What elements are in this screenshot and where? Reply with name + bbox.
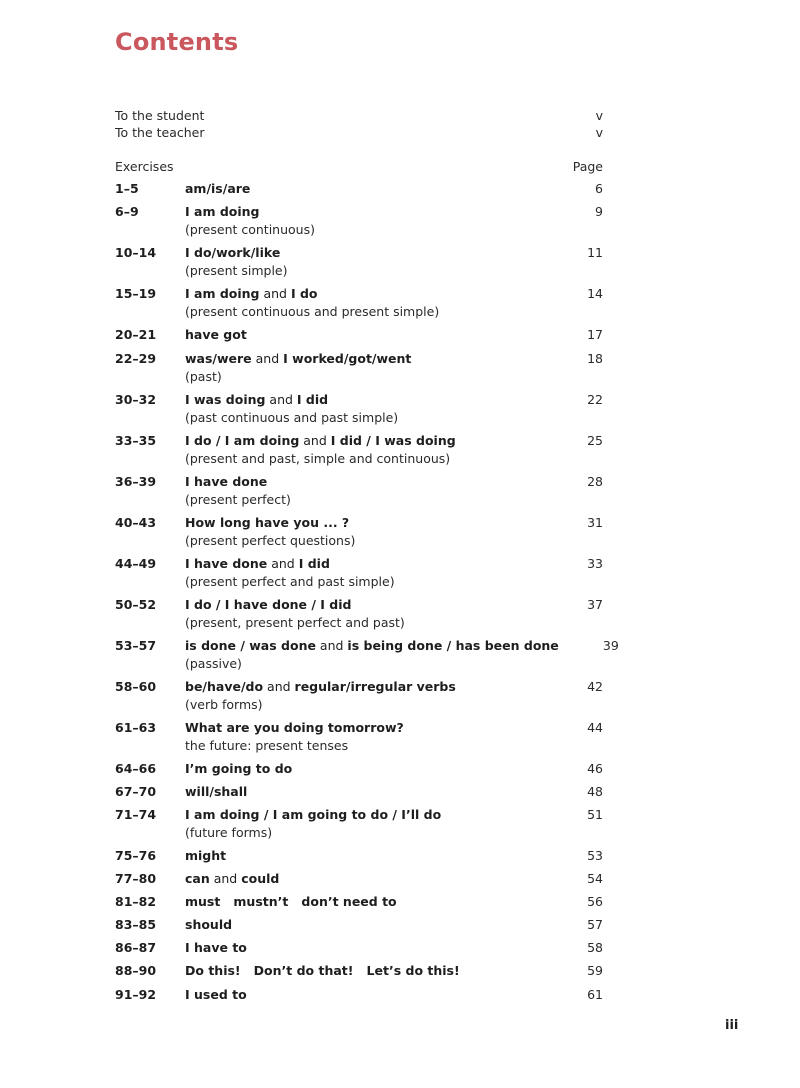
exercise-range: 10–14 <box>115 245 157 260</box>
toc-entry[interactable] <box>115 939 603 957</box>
toc-entry[interactable] <box>115 244 603 279</box>
entry-topic: I was doing and I did <box>185 392 329 407</box>
toc-entry[interactable] <box>115 285 603 320</box>
entry-subtitle: (present simple) <box>185 262 288 278</box>
toc-entry[interactable] <box>115 760 603 778</box>
page-header: Page <box>572 159 603 174</box>
toc-entry[interactable] <box>115 847 603 865</box>
exercises-header: Exercises <box>115 159 174 174</box>
entry-body <box>185 244 543 279</box>
entry-subtitle: (present and past, simple and continuous) <box>185 450 451 466</box>
page-title: Contents <box>115 28 239 56</box>
entry-page: 44 <box>587 720 603 735</box>
entry-subtitle: (present continuous) <box>185 221 315 237</box>
entry-topic: I do / I am doing and I did / I was doing <box>185 433 456 448</box>
exercise-range: 58–60 <box>115 679 157 694</box>
toc-entry[interactable] <box>115 806 603 841</box>
entry-body <box>185 893 543 911</box>
toc-entry[interactable] <box>115 719 603 754</box>
entry-body <box>185 783 543 801</box>
exercise-range: 1–5 <box>115 181 139 196</box>
exercise-range: 71–74 <box>115 807 157 822</box>
entry-subtitle: (passive) <box>185 655 242 671</box>
intro-item-label: To the student <box>115 108 205 123</box>
entry-page: 18 <box>587 351 603 366</box>
entry-body <box>185 350 543 385</box>
entry-topic: I have done and I did <box>185 556 330 571</box>
entry-body <box>185 847 543 865</box>
entry-page: 14 <box>587 286 603 301</box>
entry-topic: Do this! Don’t do that! Let’s do this! <box>185 963 460 978</box>
page-number: iii <box>725 1018 739 1033</box>
toc-entry[interactable] <box>115 203 603 238</box>
exercise-range: 22–29 <box>115 351 157 366</box>
entry-topic: I am doing and I do <box>185 286 318 301</box>
intro-item-label: To the teacher <box>115 125 205 140</box>
entry-page: 25 <box>587 433 603 448</box>
entry-page: 48 <box>587 784 603 799</box>
entry-page: 31 <box>587 515 603 530</box>
entry-page: 17 <box>587 327 603 342</box>
entry-body <box>185 939 543 957</box>
entry-page: 9 <box>595 204 603 219</box>
entry-body <box>185 326 543 344</box>
entry-subtitle: (present perfect and past simple) <box>185 573 395 589</box>
exercise-range: 20–21 <box>115 327 157 342</box>
entry-body <box>185 473 543 508</box>
exercise-range: 36–39 <box>115 474 157 489</box>
exercise-range: 40–43 <box>115 515 157 530</box>
exercise-range: 61–63 <box>115 720 157 735</box>
entry-page: 33 <box>587 556 603 571</box>
entry-page: 42 <box>587 679 603 694</box>
exercise-range: 91–92 <box>115 987 157 1002</box>
toc-entry[interactable] <box>115 514 603 549</box>
entry-topic: How long have you ... ? <box>185 515 350 530</box>
entry-body <box>185 285 543 320</box>
entry-subtitle: (past continuous and past simple) <box>185 409 399 425</box>
toc-entry[interactable] <box>115 432 603 467</box>
toc-entry[interactable] <box>115 326 603 344</box>
toc-entry[interactable] <box>115 350 603 385</box>
entry-topic: What are you doing tomorrow? <box>185 720 404 735</box>
entry-body <box>185 391 543 426</box>
entry-body <box>185 986 543 1004</box>
entry-page: 54 <box>587 871 603 886</box>
entry-subtitle: (present perfect questions) <box>185 532 356 548</box>
entry-body <box>185 806 543 841</box>
entry-subtitle: (present, present perfect and past) <box>185 614 405 630</box>
entry-body <box>185 203 543 238</box>
entry-body <box>185 555 543 590</box>
exercise-range: 33–35 <box>115 433 157 448</box>
toc-entry[interactable] <box>115 893 603 911</box>
toc-entry[interactable] <box>115 180 603 198</box>
toc-entry[interactable] <box>115 870 603 888</box>
toc-entry[interactable] <box>115 391 603 426</box>
exercise-range: 86–87 <box>115 940 157 955</box>
entry-topic: is done / was done and is being done / has been done <box>185 638 559 653</box>
exercise-range: 77–80 <box>115 871 157 886</box>
entry-subtitle: the future: present tenses <box>185 737 349 753</box>
entry-topic: am/is/are <box>185 181 251 196</box>
entry-page: 51 <box>587 807 603 822</box>
entry-body <box>185 719 543 754</box>
exercise-range: 44–49 <box>115 556 157 571</box>
exercise-range: 15–19 <box>115 286 157 301</box>
toc-entry[interactable] <box>115 555 603 590</box>
toc-entry[interactable] <box>115 678 603 713</box>
entry-body <box>185 678 543 713</box>
intro-item-page: v <box>595 108 603 123</box>
entry-topic: I do/work/like <box>185 245 281 260</box>
entry-topic: I have to <box>185 940 247 955</box>
exercise-range: 75–76 <box>115 848 157 863</box>
exercise-range: 53–57 <box>115 638 157 653</box>
toc-header <box>115 158 603 175</box>
intro-item <box>115 124 603 141</box>
toc-entry[interactable] <box>115 986 603 1004</box>
entry-body <box>185 916 543 934</box>
entry-page: 37 <box>587 597 603 612</box>
entry-topic: I am doing <box>185 204 260 219</box>
exercise-range: 30–32 <box>115 392 157 407</box>
toc-entry[interactable] <box>115 962 603 980</box>
entry-topic: was/were and I worked/got/went <box>185 351 412 366</box>
intro-list <box>115 107 603 141</box>
entry-body <box>185 870 543 888</box>
entry-topic: might <box>185 848 227 863</box>
entry-body <box>185 596 543 631</box>
entry-page: 46 <box>587 761 603 776</box>
toc-entry[interactable] <box>115 783 603 801</box>
entry-topic: I’m going to do <box>185 761 293 776</box>
entry-topic: can and could <box>185 871 280 886</box>
entry-body <box>185 432 543 467</box>
entry-topic: must mustn’t don’t need to <box>185 894 397 909</box>
entry-body <box>185 180 543 198</box>
entry-subtitle: (past) <box>185 368 222 384</box>
entry-page: 6 <box>595 181 603 196</box>
entry-body <box>185 962 543 980</box>
entry-page: 22 <box>587 392 603 407</box>
exercise-range: 88–90 <box>115 963 157 978</box>
toc-entry[interactable] <box>115 916 603 934</box>
exercise-range: 50–52 <box>115 597 157 612</box>
toc-entry[interactable] <box>115 596 603 631</box>
entry-page: 39 <box>602 638 619 653</box>
entry-topic: have got <box>185 327 247 342</box>
entry-body <box>185 760 543 778</box>
entry-topic: be/have/do and regular/irregular verbs <box>185 679 456 694</box>
entry-topic: I have done <box>185 474 268 489</box>
entry-page: 56 <box>587 894 603 909</box>
entry-subtitle: (future forms) <box>185 824 273 840</box>
entry-page: 59 <box>587 963 603 978</box>
entry-subtitle: (verb forms) <box>185 696 263 712</box>
exercise-range: 6–9 <box>115 204 139 219</box>
entry-topic: I used to <box>185 987 247 1002</box>
exercise-range: 81–82 <box>115 894 157 909</box>
entry-body <box>185 637 559 672</box>
entry-page: 28 <box>587 474 603 489</box>
entry-topic: should <box>185 917 233 932</box>
exercise-range: 67–70 <box>115 784 157 799</box>
entry-subtitle: (present continuous and present simple) <box>185 303 440 319</box>
intro-item-page: v <box>595 125 603 140</box>
entry-page: 11 <box>587 245 603 260</box>
entry-subtitle: (present perfect) <box>185 491 291 507</box>
entry-page: 57 <box>587 917 603 932</box>
entry-topic: will/shall <box>185 784 248 799</box>
entry-topic: I am doing / I am going to do / I’ll do <box>185 807 442 822</box>
exercise-range: 64–66 <box>115 761 157 776</box>
intro-item <box>115 107 603 124</box>
entry-page: 53 <box>587 848 603 863</box>
entry-page: 61 <box>587 987 603 1002</box>
toc-entry[interactable] <box>115 473 603 508</box>
toc-entry[interactable] <box>115 637 619 672</box>
entry-page: 58 <box>587 940 603 955</box>
entry-topic: I do / I have done / I did <box>185 597 352 612</box>
exercise-range: 83–85 <box>115 917 157 932</box>
entry-body <box>185 514 543 549</box>
